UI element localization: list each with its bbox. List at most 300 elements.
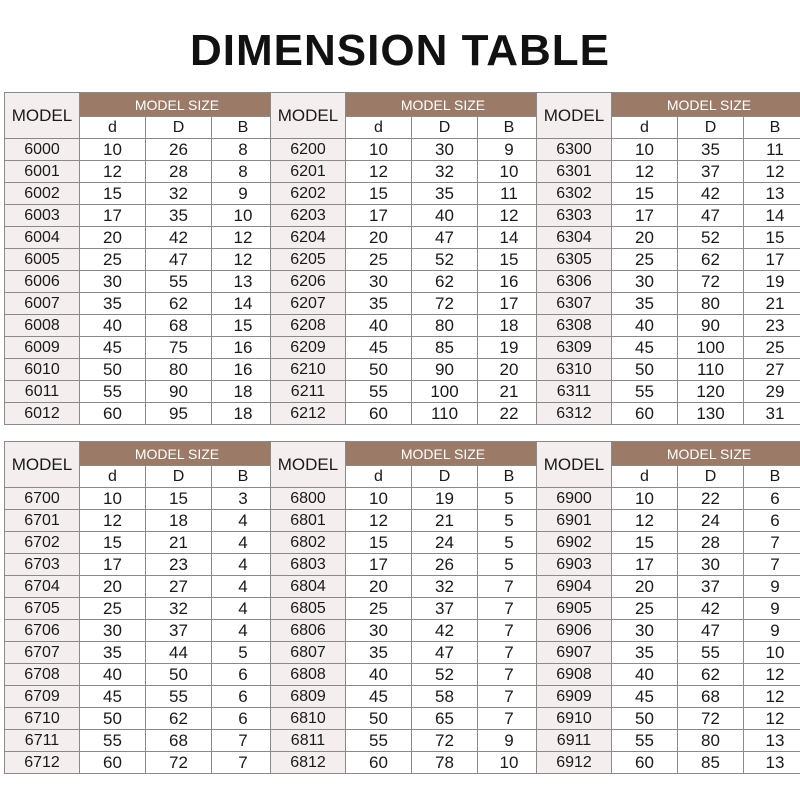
model-number-cell: 6203 [271, 205, 346, 227]
dimension-cell-d: 25 [346, 249, 412, 271]
dimension-cell-d: 12 [346, 161, 412, 183]
dimension-cell-d: 26 [412, 554, 478, 576]
model-number-cell: 6910 [537, 708, 612, 730]
dimension-cell-b: 14 [212, 293, 275, 315]
column-header-outer-d: D [412, 117, 478, 139]
dimension-cell-d: 10 [80, 488, 146, 510]
dimension-cell-d: 22 [678, 488, 744, 510]
model-number-cell: 6808 [271, 664, 346, 686]
dimension-cell-b: 8 [212, 161, 275, 183]
dimension-cell-d: 10 [612, 139, 678, 161]
dimension-cell-d: 120 [678, 381, 744, 403]
dimension-cell-d: 20 [612, 576, 678, 598]
dimension-cell-b: 13 [212, 271, 275, 293]
column-header-d: d [612, 117, 678, 139]
dimension-cell-d: 12 [80, 510, 146, 532]
dimension-cell-b: 15 [212, 315, 275, 337]
dimension-cell-d: 25 [612, 249, 678, 271]
dimension-cell-b: 6 [212, 664, 275, 686]
dimension-cell-b: 8 [212, 139, 275, 161]
dimension-cell-d: 60 [612, 403, 678, 425]
dimension-table [536, 441, 800, 774]
model-number-cell: 6804 [271, 576, 346, 598]
dimension-cell-d: 30 [412, 139, 478, 161]
model-number-cell: 6709 [5, 686, 80, 708]
model-number-cell: 6011 [5, 381, 80, 403]
model-number-cell: 6311 [537, 381, 612, 403]
dimension-cell-d: 35 [412, 183, 478, 205]
dimension-cell-d: 62 [146, 293, 212, 315]
dimension-cell-b: 4 [212, 576, 275, 598]
dimension-cell-d: 45 [346, 337, 412, 359]
dimension-cell-d: 75 [146, 337, 212, 359]
dimension-cell-d: 23 [146, 554, 212, 576]
dimension-cell-b: 15 [744, 227, 800, 249]
model-number-cell: 6706 [5, 620, 80, 642]
dimension-cell-b: 7 [744, 554, 800, 576]
dimension-cell-b: 12 [212, 227, 275, 249]
dimension-cell-b: 16 [212, 359, 275, 381]
dimension-cell-b: 4 [212, 598, 275, 620]
dimension-cell-d: 18 [146, 510, 212, 532]
dimension-cell-d: 68 [146, 730, 212, 752]
model-size-header: MODEL SIZE [80, 442, 275, 466]
dimension-cell-d: 30 [346, 620, 412, 642]
dimension-cell-d: 47 [678, 620, 744, 642]
dimension-cell-b: 7 [478, 642, 541, 664]
model-number-cell: 6707 [5, 642, 80, 664]
column-header-b: B [212, 466, 275, 488]
model-size-header: MODEL SIZE [612, 442, 800, 466]
dimension-cell-d: 55 [80, 730, 146, 752]
dimension-cell-d: 50 [146, 664, 212, 686]
dimension-cell-d: 60 [346, 752, 412, 774]
dimension-cell-b: 17 [744, 249, 800, 271]
dimension-cell-b: 12 [212, 249, 275, 271]
dimension-cell-d: 55 [346, 381, 412, 403]
dimension-cell-b: 7 [478, 686, 541, 708]
dimension-cell-d: 60 [80, 403, 146, 425]
dimension-cell-d: 50 [346, 359, 412, 381]
dimension-cell-d: 95 [146, 403, 212, 425]
dimension-cell-d: 42 [412, 620, 478, 642]
model-number-cell: 6201 [271, 161, 346, 183]
dimension-cell-d: 52 [678, 227, 744, 249]
model-number-cell: 6208 [271, 315, 346, 337]
dimension-cell-d: 85 [678, 752, 744, 774]
dimension-cell-d: 62 [412, 271, 478, 293]
dimension-cell-d: 40 [612, 664, 678, 686]
dimension-cell-b: 21 [744, 293, 800, 315]
model-number-cell: 6807 [271, 642, 346, 664]
dimension-cell-b: 7 [478, 664, 541, 686]
dimension-cell-d: 30 [678, 554, 744, 576]
model-number-cell: 6003 [5, 205, 80, 227]
dimension-cell-d: 55 [678, 642, 744, 664]
model-number-cell: 6307 [537, 293, 612, 315]
dimension-cell-d: 15 [612, 183, 678, 205]
model-size-header: MODEL SIZE [612, 93, 800, 117]
model-number-cell: 6901 [537, 510, 612, 532]
dimension-cell-b: 9 [744, 598, 800, 620]
dimension-cell-d: 30 [80, 620, 146, 642]
dimension-cell-d: 10 [612, 488, 678, 510]
model-number-cell: 6007 [5, 293, 80, 315]
dimension-cell-d: 110 [678, 359, 744, 381]
model-number-cell: 6010 [5, 359, 80, 381]
model-number-cell: 6306 [537, 271, 612, 293]
dimension-cell-d: 72 [678, 271, 744, 293]
dimension-cell-b: 12 [744, 664, 800, 686]
dimension-table [270, 441, 541, 774]
dimension-cell-b: 9 [212, 183, 275, 205]
column-header-outer-d: D [146, 117, 212, 139]
dimension-cell-d: 50 [612, 359, 678, 381]
dimension-cell-b: 9 [478, 139, 541, 161]
dimension-cell-d: 100 [678, 337, 744, 359]
dimension-table [4, 92, 275, 425]
dimension-cell-b: 6 [744, 488, 800, 510]
dimension-cell-b: 7 [212, 730, 275, 752]
column-header-d: d [80, 117, 146, 139]
model-column-header: MODEL [537, 442, 612, 488]
dimension-cell-d: 12 [346, 510, 412, 532]
dimension-cell-b: 18 [478, 315, 541, 337]
model-number-cell: 6703 [5, 554, 80, 576]
dimension-cell-d: 28 [678, 532, 744, 554]
dimension-cell-b: 4 [212, 510, 275, 532]
dimension-cell-d: 130 [678, 403, 744, 425]
model-number-cell: 6204 [271, 227, 346, 249]
dimension-cell-b: 29 [744, 381, 800, 403]
dimension-cell-b: 15 [478, 249, 541, 271]
model-number-cell: 6810 [271, 708, 346, 730]
dimension-cell-d: 55 [346, 730, 412, 752]
column-header-outer-d: D [678, 466, 744, 488]
dimension-cell-d: 30 [80, 271, 146, 293]
model-column-header: MODEL [5, 93, 80, 139]
dimension-cell-d: 17 [612, 205, 678, 227]
dimension-cell-d: 12 [612, 510, 678, 532]
dimension-cell-b: 5 [212, 642, 275, 664]
dimension-cell-d: 55 [612, 381, 678, 403]
model-size-header: MODEL SIZE [346, 93, 541, 117]
model-number-cell: 6812 [271, 752, 346, 774]
dimension-cell-d: 80 [412, 315, 478, 337]
dimension-cell-d: 50 [346, 708, 412, 730]
model-number-cell: 6905 [537, 598, 612, 620]
model-number-cell: 6712 [5, 752, 80, 774]
dimension-cell-d: 17 [346, 205, 412, 227]
dimension-cell-d: 17 [346, 554, 412, 576]
column-header-d: d [346, 117, 412, 139]
model-number-cell: 6903 [537, 554, 612, 576]
model-number-cell: 6205 [271, 249, 346, 271]
dimension-cell-b: 5 [478, 488, 541, 510]
model-number-cell: 6700 [5, 488, 80, 510]
model-number-cell: 6708 [5, 664, 80, 686]
model-number-cell: 6906 [537, 620, 612, 642]
column-header-d: d [612, 466, 678, 488]
dimension-cell-d: 26 [146, 139, 212, 161]
dimension-cell-d: 110 [412, 403, 478, 425]
dimension-cell-d: 27 [146, 576, 212, 598]
dimension-cell-b: 9 [478, 730, 541, 752]
dimension-cell-d: 15 [612, 532, 678, 554]
model-number-cell: 6710 [5, 708, 80, 730]
dimension-cell-d: 72 [412, 730, 478, 752]
dimension-cell-b: 27 [744, 359, 800, 381]
dimension-cell-d: 10 [80, 139, 146, 161]
dimension-cell-d: 35 [80, 293, 146, 315]
dimension-cell-d: 35 [346, 293, 412, 315]
model-number-cell: 6212 [271, 403, 346, 425]
column-header-b: B [478, 466, 541, 488]
dimension-cell-b: 13 [744, 752, 800, 774]
dimension-cell-b: 5 [478, 510, 541, 532]
dimension-cell-d: 37 [678, 161, 744, 183]
model-number-cell: 6904 [537, 576, 612, 598]
model-number-cell: 6303 [537, 205, 612, 227]
dimension-cell-d: 45 [346, 686, 412, 708]
dimension-cell-b: 18 [212, 403, 275, 425]
model-number-cell: 6803 [271, 554, 346, 576]
dimension-cell-d: 24 [412, 532, 478, 554]
dimension-cell-b: 7 [478, 576, 541, 598]
model-number-cell: 6211 [271, 381, 346, 403]
dimension-cell-d: 35 [612, 642, 678, 664]
model-number-cell: 6711 [5, 730, 80, 752]
model-number-cell: 6909 [537, 686, 612, 708]
model-number-cell: 6809 [271, 686, 346, 708]
dimension-cell-d: 50 [612, 708, 678, 730]
model-number-cell: 6209 [271, 337, 346, 359]
model-number-cell: 6702 [5, 532, 80, 554]
model-number-cell: 6207 [271, 293, 346, 315]
model-number-cell: 6902 [537, 532, 612, 554]
model-number-cell: 6305 [537, 249, 612, 271]
dimension-cell-d: 47 [146, 249, 212, 271]
dimension-cell-d: 72 [146, 752, 212, 774]
dimension-cell-d: 45 [80, 686, 146, 708]
column-header-b: B [744, 466, 800, 488]
dimension-cell-d: 25 [612, 598, 678, 620]
dimension-cell-b: 31 [744, 403, 800, 425]
dimension-cell-b: 19 [478, 337, 541, 359]
dimension-cell-d: 60 [80, 752, 146, 774]
dimension-cell-b: 6 [744, 510, 800, 532]
dimension-cell-d: 80 [678, 293, 744, 315]
model-number-cell: 6309 [537, 337, 612, 359]
model-column-header: MODEL [537, 93, 612, 139]
dimension-cell-d: 90 [146, 381, 212, 403]
dimension-cell-d: 58 [412, 686, 478, 708]
model-number-cell: 6911 [537, 730, 612, 752]
model-number-cell: 6304 [537, 227, 612, 249]
dimension-cell-d: 40 [346, 315, 412, 337]
dimension-table [4, 441, 275, 774]
dimension-cell-d: 40 [80, 664, 146, 686]
column-header-outer-d: D [678, 117, 744, 139]
dimension-cell-b: 4 [212, 532, 275, 554]
dimension-cell-b: 11 [744, 139, 800, 161]
model-number-cell: 6302 [537, 183, 612, 205]
dimension-cell-b: 9 [744, 620, 800, 642]
dimension-cell-d: 20 [346, 227, 412, 249]
model-number-cell: 6811 [271, 730, 346, 752]
dimension-cell-d: 40 [80, 315, 146, 337]
dimension-cell-d: 32 [146, 598, 212, 620]
dimension-cell-b: 16 [212, 337, 275, 359]
dimension-cell-d: 55 [80, 381, 146, 403]
dimension-cell-d: 32 [412, 576, 478, 598]
dimension-cell-b: 14 [478, 227, 541, 249]
dimension-cell-d: 55 [612, 730, 678, 752]
dimension-cell-d: 72 [678, 708, 744, 730]
dimension-cell-d: 90 [678, 315, 744, 337]
dimension-cell-d: 28 [146, 161, 212, 183]
dimension-cell-b: 22 [478, 403, 541, 425]
dimension-cell-d: 40 [612, 315, 678, 337]
dimension-cell-d: 35 [678, 139, 744, 161]
model-column-header: MODEL [271, 93, 346, 139]
dimension-cell-d: 45 [80, 337, 146, 359]
dimension-cell-d: 19 [412, 488, 478, 510]
column-header-d: d [346, 466, 412, 488]
dimension-cell-d: 37 [412, 598, 478, 620]
model-number-cell: 6801 [271, 510, 346, 532]
dimension-cell-d: 25 [80, 598, 146, 620]
dimension-cell-d: 47 [412, 642, 478, 664]
dimension-cell-d: 15 [146, 488, 212, 510]
dimension-cell-d: 37 [146, 620, 212, 642]
column-header-b: B [212, 117, 275, 139]
dimension-cell-b: 25 [744, 337, 800, 359]
dimension-cell-d: 42 [146, 227, 212, 249]
dimension-table [270, 92, 541, 425]
dimension-cell-d: 85 [412, 337, 478, 359]
model-column-header: MODEL [271, 442, 346, 488]
dimension-cell-d: 65 [412, 708, 478, 730]
dimension-cell-d: 15 [80, 183, 146, 205]
model-number-cell: 6012 [5, 403, 80, 425]
model-number-cell: 6308 [537, 315, 612, 337]
dimension-cell-d: 60 [346, 403, 412, 425]
dimension-cell-d: 12 [612, 161, 678, 183]
dimension-cell-d: 35 [612, 293, 678, 315]
model-number-cell: 6704 [5, 576, 80, 598]
dimension-cell-b: 9 [744, 576, 800, 598]
dimension-cell-d: 25 [346, 598, 412, 620]
dimension-cell-d: 20 [346, 576, 412, 598]
dimension-cell-d: 21 [146, 532, 212, 554]
dimension-cell-d: 35 [146, 205, 212, 227]
dimension-cell-b: 12 [744, 161, 800, 183]
dimension-cell-d: 52 [412, 249, 478, 271]
model-size-header: MODEL SIZE [346, 442, 541, 466]
dimension-cell-b: 19 [744, 271, 800, 293]
dimension-cell-d: 17 [80, 205, 146, 227]
dimension-cell-d: 68 [678, 686, 744, 708]
model-number-cell: 6800 [271, 488, 346, 510]
dimension-cell-d: 52 [412, 664, 478, 686]
dimension-table [536, 92, 800, 425]
model-number-cell: 6912 [537, 752, 612, 774]
dimension-cell-d: 72 [412, 293, 478, 315]
dimension-cell-d: 47 [412, 227, 478, 249]
column-header-outer-d: D [412, 466, 478, 488]
dimension-cell-b: 20 [478, 359, 541, 381]
model-number-cell: 6705 [5, 598, 80, 620]
dimension-cell-b: 18 [212, 381, 275, 403]
dimension-cell-d: 80 [678, 730, 744, 752]
model-column-header: MODEL [5, 442, 80, 488]
dimension-cell-b: 12 [478, 205, 541, 227]
dimension-cell-d: 62 [678, 664, 744, 686]
dimension-cell-b: 17 [478, 293, 541, 315]
model-number-cell: 6802 [271, 532, 346, 554]
dimension-cell-d: 100 [412, 381, 478, 403]
dimension-cell-d: 37 [678, 576, 744, 598]
dimension-cell-b: 4 [212, 554, 275, 576]
dimension-cell-d: 17 [612, 554, 678, 576]
dimension-cell-d: 32 [412, 161, 478, 183]
model-number-cell: 6300 [537, 139, 612, 161]
dimension-cell-d: 30 [612, 620, 678, 642]
dimension-cell-b: 13 [744, 730, 800, 752]
column-header-b: B [744, 117, 800, 139]
dimension-cell-d: 60 [612, 752, 678, 774]
dimension-cell-d: 35 [346, 642, 412, 664]
model-number-cell: 6200 [271, 139, 346, 161]
dimension-cell-d: 15 [346, 532, 412, 554]
dimension-cell-d: 44 [146, 642, 212, 664]
dimension-cell-d: 24 [678, 510, 744, 532]
dimension-cell-d: 42 [678, 598, 744, 620]
dimension-cell-d: 55 [146, 686, 212, 708]
model-number-cell: 6701 [5, 510, 80, 532]
dimension-cell-b: 23 [744, 315, 800, 337]
dimension-cell-d: 55 [146, 271, 212, 293]
page-title: DIMENSION TABLE [190, 26, 610, 75]
dimension-cell-b: 6 [212, 708, 275, 730]
dimension-cell-d: 20 [80, 576, 146, 598]
dimension-cell-b: 12 [744, 686, 800, 708]
model-number-cell: 6908 [537, 664, 612, 686]
dimension-cell-b: 10 [478, 161, 541, 183]
model-number-cell: 6000 [5, 139, 80, 161]
dimension-cell-b: 6 [212, 686, 275, 708]
dimension-cell-d: 17 [80, 554, 146, 576]
dimension-cell-d: 90 [412, 359, 478, 381]
dimension-cell-d: 45 [612, 686, 678, 708]
dimension-cell-d: 20 [80, 227, 146, 249]
dimension-cell-b: 7 [212, 752, 275, 774]
dimension-cell-b: 7 [744, 532, 800, 554]
model-number-cell: 6310 [537, 359, 612, 381]
dimension-cell-b: 16 [478, 271, 541, 293]
model-number-cell: 6009 [5, 337, 80, 359]
dimension-cell-d: 32 [146, 183, 212, 205]
model-number-cell: 6805 [271, 598, 346, 620]
dimension-cell-b: 4 [212, 620, 275, 642]
dimension-cell-b: 5 [478, 554, 541, 576]
column-header-b: B [478, 117, 541, 139]
dimension-cell-d: 12 [80, 161, 146, 183]
model-number-cell: 6301 [537, 161, 612, 183]
dimension-cell-d: 47 [678, 205, 744, 227]
model-number-cell: 6004 [5, 227, 80, 249]
